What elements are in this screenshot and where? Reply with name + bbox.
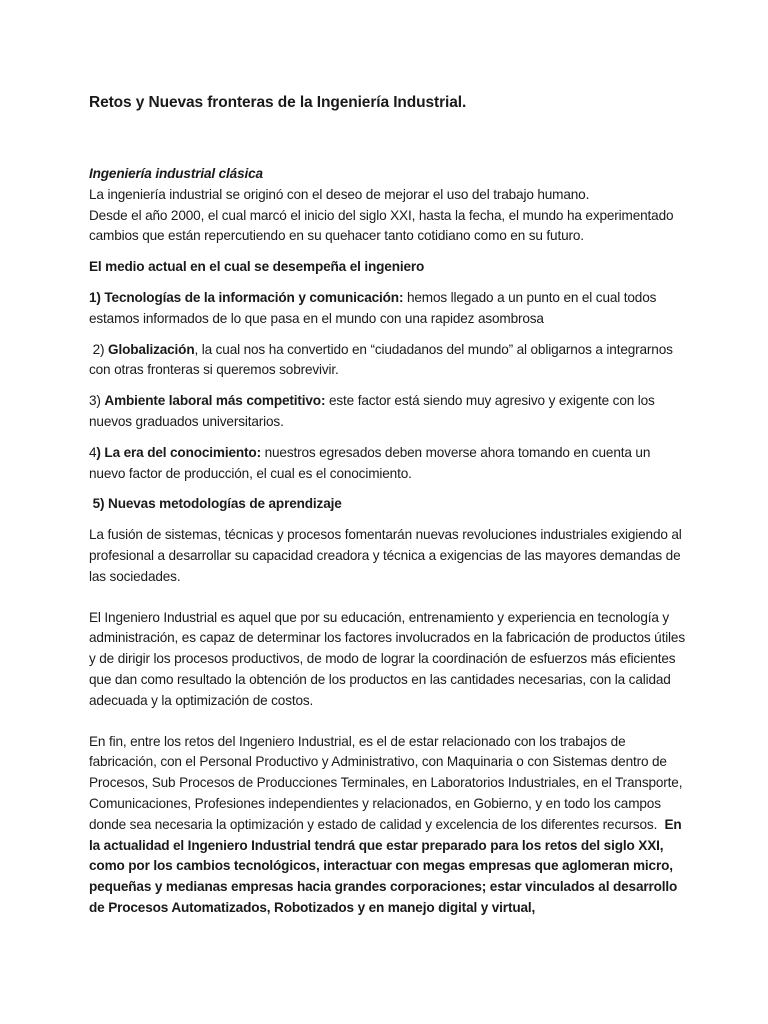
list-item-2 xyxy=(89,340,689,382)
item-5-bold: 5) Nuevas metodologías de aprendizaje xyxy=(89,496,342,512)
spacer xyxy=(89,484,689,494)
item-3-bold: Ambiente laboral más competitivo: xyxy=(104,393,326,409)
retos-normal-text: En fin, entre los retos del Ingeniero Industrial, es el de estar relacionado con los trabajos de fabricación, con el Personal Productivo y Administrativo, con Maquinaria o con Sistemas dentro de Procesos, Sub Procesos de Producciones Terminales, en Laboratorios Industriales, en el Transporte, Comunicaciones, Profesiones independientes y relacionados, en Gobierno, y en todo los campos donde sea necesaria la optimización y estado de calidad y excelencia de los diferentes recursos. xyxy=(89,733,686,832)
spacer xyxy=(89,278,689,288)
item-2-prefix: 2) xyxy=(89,341,109,357)
spacer xyxy=(89,114,689,164)
spacer xyxy=(89,247,689,257)
paragraph-definicion: El Ingeniero Industrial es aquel que por su educación, entrenamiento y experiencia en tecnología y administración, es capaz de determinar los factores involucrados en la fabricación de productos útiles y de dirigir los procesos productivos, de modo de lograr la coordinación de esfuerzos más eficientes que dan como resultado la obtención de los productos en las cantidades necesarias, con la calidad adecuada y la optimización de costos. xyxy=(89,609,685,708)
item-1-text: hemos llegado a un punto en el cual todos estamos informados de lo que pasa en el mundo con una rapidez asombrosa xyxy=(89,289,657,326)
item-3-text: este factor está siendo muy agresivo y exigente con los nuevos graduados universitarios. xyxy=(89,393,655,429)
section-heading-clasica: Ingeniería industrial clásica xyxy=(89,166,263,181)
paragraph-origen: La ingeniería industrial se originó con el deseo de mejorar el uso del trabajo humano. xyxy=(89,186,590,202)
spacer xyxy=(89,330,689,340)
document-title: Retos y Nuevas fronteras de la Ingeniería Industrial. xyxy=(89,94,467,111)
item-2-text: , la cual nos ha convertido en “ciudadanos del mundo” al obligarnos a integrarnos con otras fronteras si queremos sobrevivir. xyxy=(89,341,673,378)
spacer xyxy=(89,588,689,608)
item-4-text: nuestros egresados deben moverse ahora tomando en cuenta un nuevo factor de producción, el cual es el conocimiento. xyxy=(89,444,651,481)
item-4-bold: ) La era del conocimiento: xyxy=(96,444,261,460)
list-item-3 xyxy=(89,391,689,433)
section-heading-medio: El medio actual en el cual se desempeña el ingeniero xyxy=(89,259,425,275)
item-2-bold: Globalización xyxy=(108,341,195,357)
item-4-prefix: 4 xyxy=(89,444,97,460)
list-item-5 xyxy=(89,494,689,515)
document-page xyxy=(89,92,689,919)
paragraph-retos xyxy=(89,732,689,919)
item-3-prefix: 3) xyxy=(89,393,105,409)
list-item-1 xyxy=(89,288,689,330)
spacer xyxy=(89,433,689,443)
paragraph-fusion: La fusión de sistemas, técnicas y procesos fomentarán nuevas revoluciones industriales exigiendo al profesional a desarrollar su capacidad creadora y técnica a exigencias de las mayores demandas de las sociedades. xyxy=(89,527,682,584)
spacer xyxy=(89,381,689,391)
item-1-bold: 1) Tecnologías de la información y comunicación: xyxy=(89,289,404,305)
spacer xyxy=(89,712,689,732)
list-item-4 xyxy=(89,443,689,485)
retos-bold-text: En la actualidad el Ingeniero Industrial tendrá que estar preparado para los retos del siglo XXI, como por los cambios tecnológicos, interactuar con megas empresas que aglomeran micro, pequeñas y medianas empresas hacia grandes corporaciones; estar vinculados al desarrollo de Procesos Automatizados, Robotizados y en manejo digital y virtual, xyxy=(89,816,682,915)
spacer xyxy=(89,515,689,525)
paragraph-siglo-xxi: Desde el año 2000, el cual marcó el inicio del siglo XXI, hasta la fecha, el mundo ha experimentado cambios que están repercutiendo en su quehacer tanto cotidiano como en su futuro. xyxy=(89,207,674,244)
